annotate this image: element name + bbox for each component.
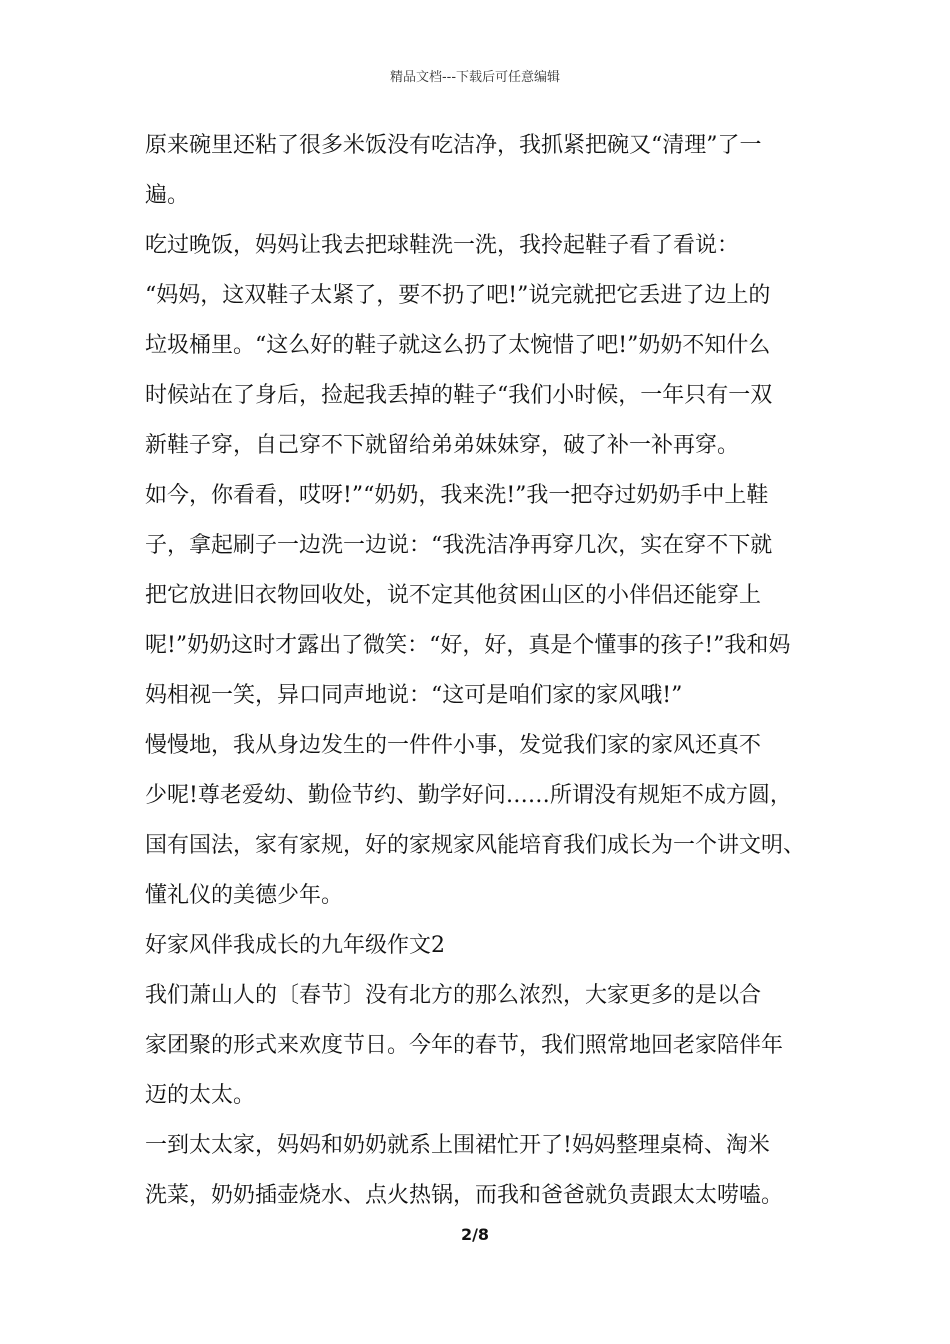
text-line: 吃过晚饭，妈妈让我去把球鞋洗一洗，我拎起鞋子看了看说： <box>145 233 740 258</box>
text-line: 懂礼仪的美德少年。 <box>145 883 344 908</box>
text-line: 时候站在了身后，捡起我丢掉的鞋子“我们小时候，一年只有一双 <box>145 383 773 408</box>
text-line: 国有国法，家有家规，好的家规家风能培育我们成长为一个讲文明、 <box>145 833 806 858</box>
text-line: 家团聚的形式来欢度节日。今年的春节，我们照常地回老家陪伴年 <box>145 1033 784 1058</box>
text-line: 洗菜，奶奶插壶烧水、点火热锅，而我和爸爸就负责跟太太唠嗑。 <box>145 1183 784 1208</box>
text-line: 把它放进旧衣物回收处，说不定其他贫困山区的小伴侣还能穿上 <box>145 583 762 608</box>
page-number: 2 <box>460 1225 473 1244</box>
text-line: 少呢!尊老爱幼、勤俭节约、勤学好问……所谓没有规矩不成方圆， <box>145 783 792 808</box>
text-line: 子，拿起刷子一边洗一边说：“我洗洁净再穿几次，实在穿不下就 <box>145 533 773 558</box>
text-line: 一到太太家，妈妈和奶奶就系上围裙忙开了!妈妈整理桌椅、淘米 <box>145 1133 770 1158</box>
text-line: 慢慢地，我从身边发生的一件件小事，发觉我们家的家风还真不 <box>145 733 762 758</box>
text-line: 新鞋子穿，自己穿不下就留给弟弟妹妹穿，破了补一补再穿。 <box>145 433 740 458</box>
page-footer <box>0 1225 950 1244</box>
page-total: 8 <box>477 1225 490 1244</box>
text-line: 原来碗里还粘了很多米饭没有吃洁净，我抓紧把碗又“清理”了一 <box>145 133 762 158</box>
page-header: 精品文档---下载后可任意编辑 <box>389 70 561 85</box>
text-line: “妈妈，这双鞋子太紧了，要不扔了吧!”说完就把它丢进了边上的 <box>145 283 771 308</box>
text-line: 如今，你看看，哎呀!”“奶奶，我来洗!”我一把夺过奶奶手中上鞋 <box>145 483 769 508</box>
text-line: 呢!”奶奶这时才露出了微笑：“好，好，真是个懂事的孩子!”我和妈 <box>145 633 791 658</box>
text-line: 遍。 <box>145 183 190 208</box>
text-line: 我们萧山人的〔春节〕没有北方的那么浓烈，大家更多的是以合 <box>145 983 762 1008</box>
text-line: 妈相视一笑，异口同声地说：“这可是咱们家的家风哦!” <box>145 683 683 708</box>
section-heading: 好家风伴我成长的九年级作文2 <box>145 933 445 958</box>
page-separator: / <box>472 1225 478 1244</box>
text-line: 垃圾桶里。“这么好的鞋子就这么扔了太惋惜了吧!”奶奶不知什么 <box>145 333 771 358</box>
text-line: 迈的太太。 <box>145 1083 256 1108</box>
